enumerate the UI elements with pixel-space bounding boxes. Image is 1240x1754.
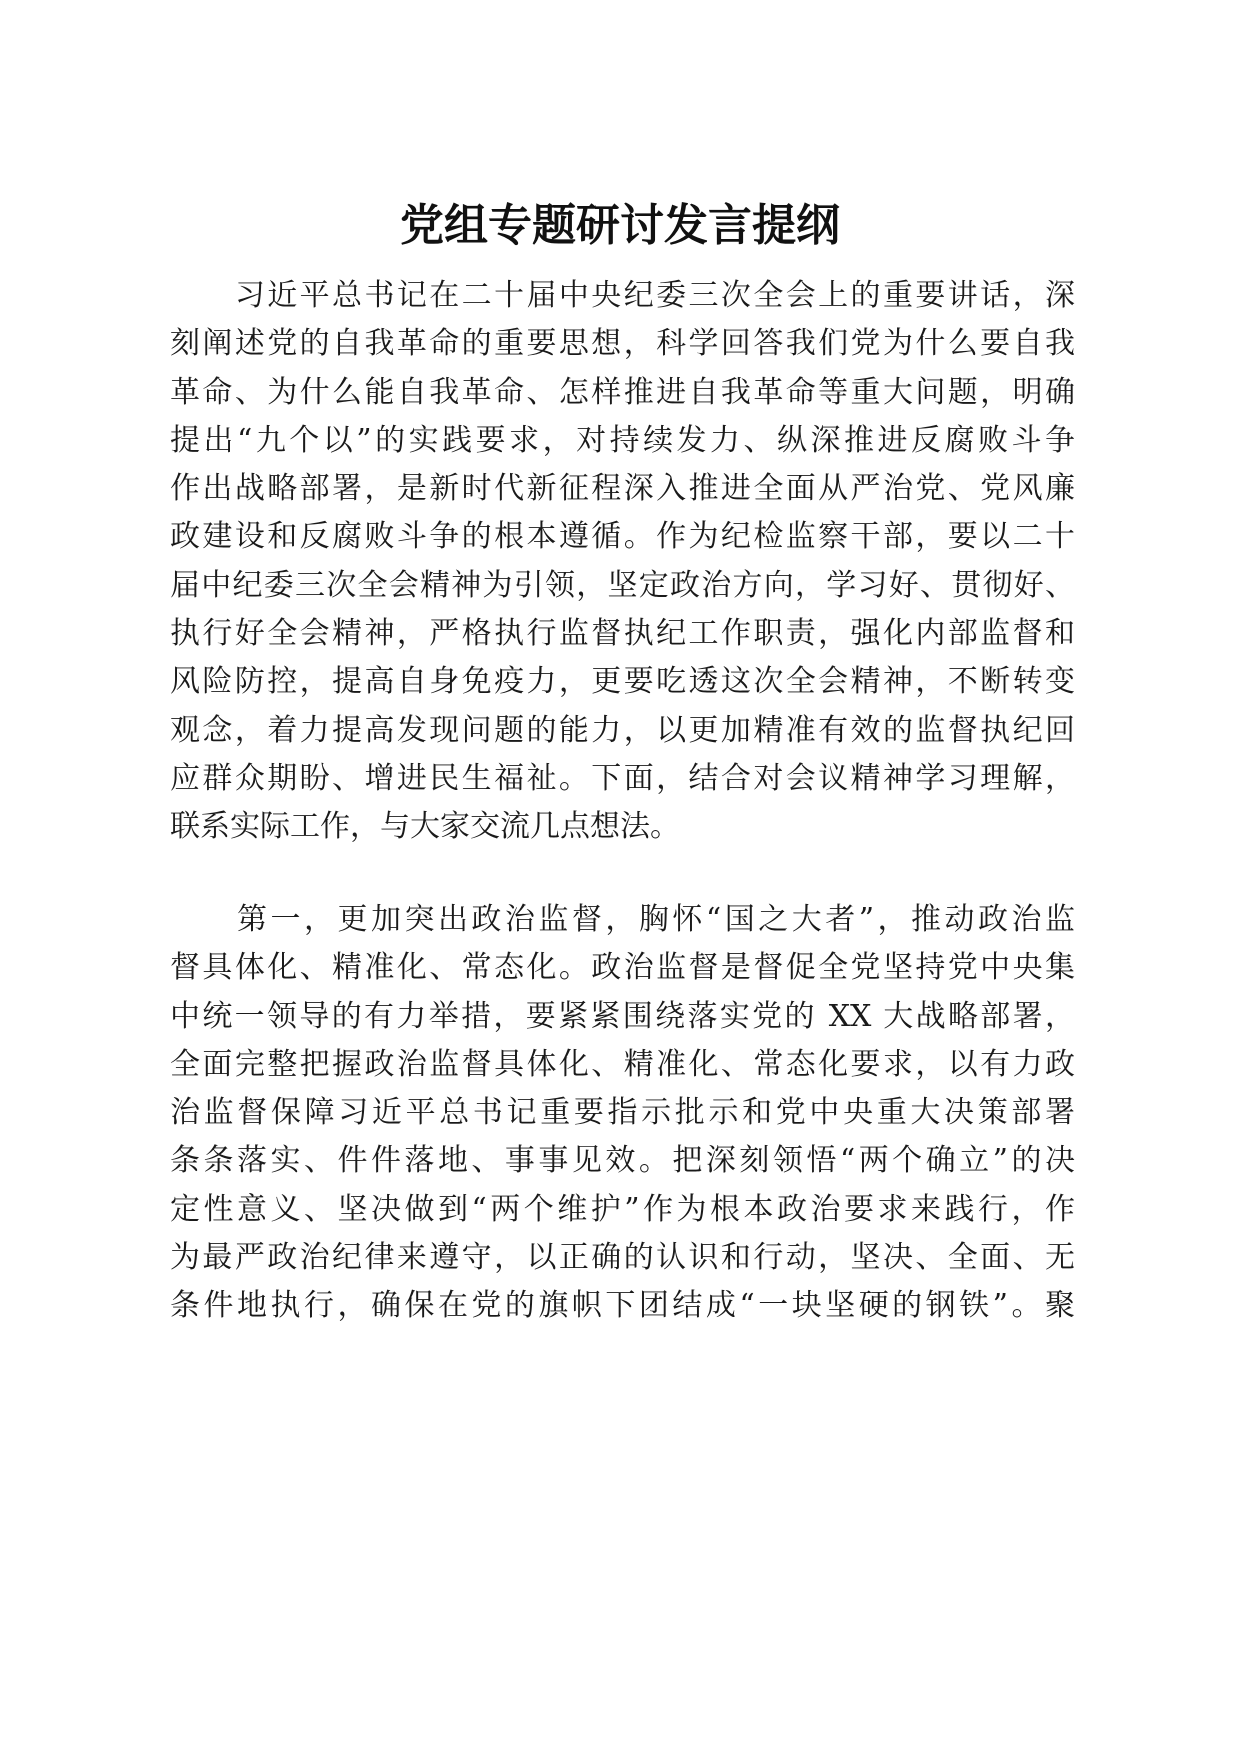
- text-line: 政建设和反腐败斗争的根本遵循。作为纪检监察干部，要以二十: [170, 519, 1075, 555]
- text-line: 督具体化、精准化、常态化。政治监督是督促全党坚持党中央集: [170, 950, 1075, 986]
- text-line: 风险防控，提高自身免疫力，更要吃透这次全会精神，不断转变: [170, 664, 1075, 700]
- text-line: 提出“九个以”的实践要求，对持续发力、纵深推进反腐败斗争: [170, 422, 1075, 458]
- paragraph-first-point: [170, 896, 1075, 1331]
- text-line: 定性意义、坚决做到“两个维护”作为根本政治要求来践行，作: [170, 1191, 1075, 1227]
- text-line: 观念，着力提高发现问题的能力，以更加精准有效的监督执纪回: [170, 712, 1075, 748]
- text-line: 革命、为什么能自我革命、怎样推进自我革命等重大问题，明确: [170, 374, 1075, 410]
- text-line: 应群众期盼、增进民生福祉。下面，结合对会议精神学习理解，: [170, 760, 1075, 796]
- text-line: 中统一领导的有力举措，要紧紧围绕落实党的 XX 大战略部署，: [170, 998, 1075, 1034]
- text-line: 届中纪委三次全会精神为引领，坚定政治方向，学习好、贯彻好、: [170, 567, 1075, 603]
- text-line: 习近平总书记在二十届中央纪委三次全会上的重要讲话，深: [170, 278, 1075, 313]
- text-line: 刻阐述党的自我革命的重要思想，科学回答我们党为什么要自我: [170, 326, 1075, 362]
- text-line: 条条落实、件件落地、事事见效。把深刻领悟“两个确立”的决: [170, 1143, 1075, 1179]
- text-line: 第一，更加突出政治监督，胸怀“国之大者”，推动政治监: [170, 902, 1075, 937]
- paragraph-intro: [170, 272, 1075, 852]
- text-line: 作出战略部署，是新时代新征程深入推进全面从严治党、党风廉: [170, 471, 1075, 507]
- document-title: 党组专题研讨发言提纲: [400, 200, 840, 251]
- text-line: 执行好全会精神，严格执行监督执纪工作职责，强化内部监督和: [170, 616, 1075, 652]
- text-line: 为最严政治纪律来遵守，以正确的认识和行动，坚决、全面、无: [170, 1240, 1075, 1276]
- text-line: 条件地执行，确保在党的旗帜下团结成“一块坚硬的钢铁”。聚: [170, 1288, 1075, 1324]
- text-line: 治监督保障习近平总书记重要指示批示和党中央重大决策部署: [170, 1095, 1075, 1131]
- text-line: 联系实际工作，与大家交流几点想法。: [170, 809, 680, 845]
- text-line: 全面完整把握政治监督具体化、精准化、常态化要求，以有力政: [170, 1046, 1075, 1082]
